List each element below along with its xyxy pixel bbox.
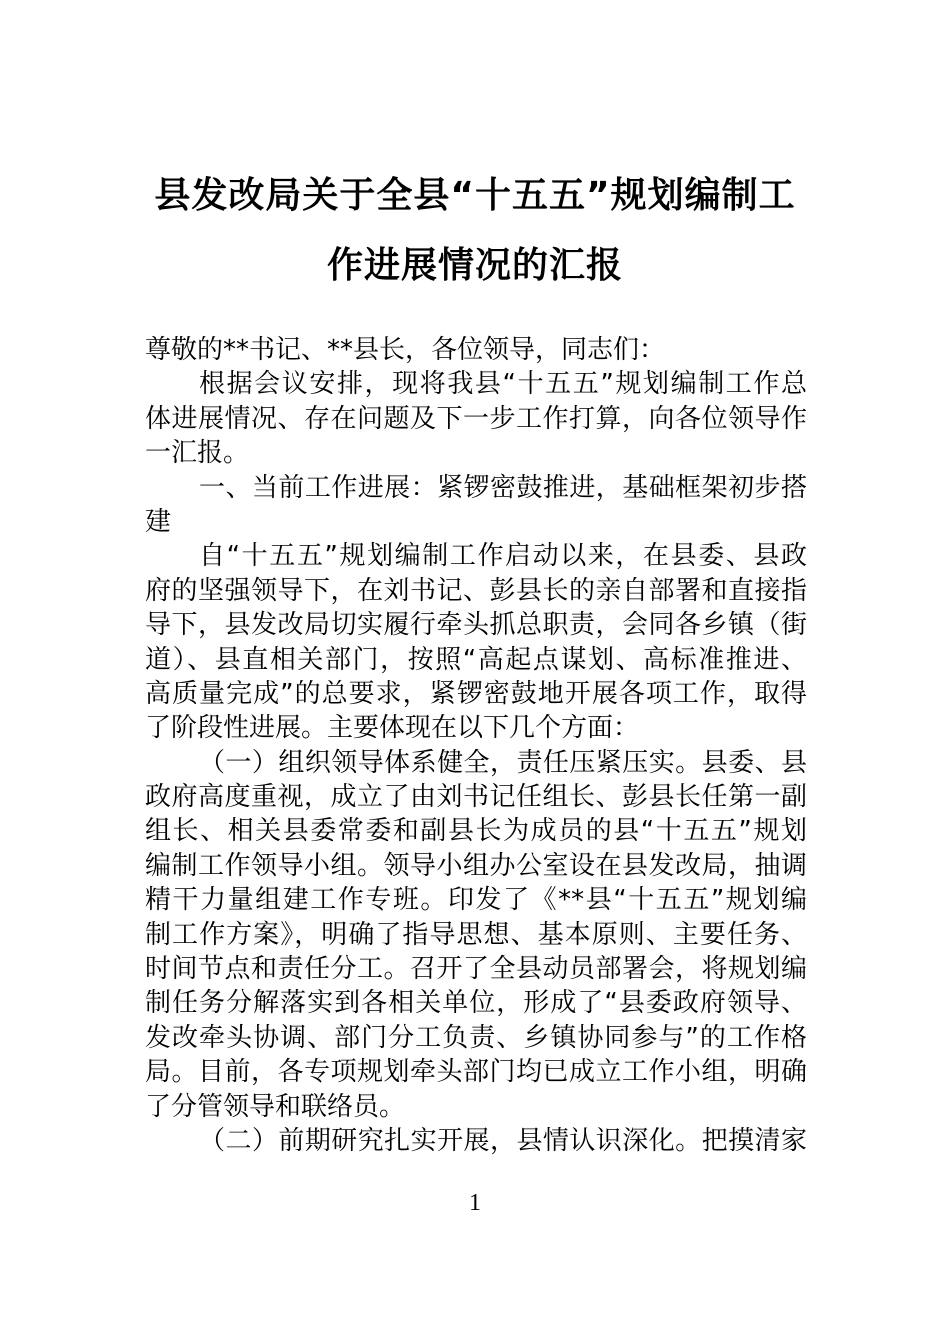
text-line: 精干力量组建工作专班。印发了《**县“十五五”规划编 xyxy=(145,885,807,916)
text-line: 高质量完成”的总要求，紧锣密鼓地开展各项工作，取得 xyxy=(145,678,807,709)
text-line: 编制工作领导小组。领导小组办公室设在县发改局，抽调 xyxy=(145,850,807,881)
paragraph xyxy=(145,333,807,367)
paragraph xyxy=(145,367,807,470)
text-line: 体进展情况、存在问题及下一步工作打算，向各位领导作 xyxy=(145,403,807,434)
text-line: 了阶段性进展。主要体现在以下几个方面： xyxy=(145,713,640,744)
text-line: 自“十五五”规划编制工作启动以来，在县委、县政 xyxy=(199,541,807,572)
text-line: 尊敬的**书记、**县长，各位领导，同志们： xyxy=(145,335,666,365)
text-line: 制工作方案》，明确了指导思想、基本原则、主要任务、 xyxy=(145,919,807,950)
title-line: 作进展情况的汇报 xyxy=(326,245,623,286)
text-line: （一）组织领导体系健全，责任压紧压实。县委、县 xyxy=(199,747,807,778)
paragraph xyxy=(145,539,807,745)
paragraph xyxy=(145,746,807,1124)
text-line: 制任务分解落实到各相关单位，形成了“县委政府领导、 xyxy=(145,988,807,1019)
paragraph xyxy=(145,1124,807,1158)
text-line: （二）前期研究扎实开展，县情认识深化。把摸清家 xyxy=(199,1125,807,1156)
text-line: 一、当前工作进展：紧锣密鼓推进，基础框架初步搭 xyxy=(199,472,807,503)
text-line: 府的坚强领导下，在刘书记、彭县长的亲自部署和直接指 xyxy=(145,575,807,606)
document-body xyxy=(145,333,807,1158)
page-number: 1 xyxy=(469,1190,481,1216)
text-line: 根据会议安排，现将我县“十五五”规划编制工作总 xyxy=(199,369,807,400)
text-line: 组长、相关县委常委和副县长为成员的县“十五五”规划 xyxy=(145,816,807,847)
paragraph xyxy=(145,471,807,540)
text-line: 发改牵头协调、部门分工负责、乡镇协同参与”的工作格 xyxy=(145,1022,807,1053)
text-line: 道）、县直相关部门，按照“高起点谋划、高标准推进、 xyxy=(145,644,807,675)
title-line: 县发改局关于全县“十五五”规划编制工 xyxy=(154,175,796,216)
text-line: 时间节点和责任分工。召开了全县动员部署会，将规划编 xyxy=(145,954,807,985)
text-line: 一汇报。 xyxy=(145,438,250,469)
document-title xyxy=(0,170,950,310)
text-line: 导下，县发改局切实履行牵头抓总职责，会同各乡镇（街 xyxy=(145,610,807,641)
text-line: 了分管领导和联络员。 xyxy=(145,1091,406,1122)
text-line: 建 xyxy=(145,506,172,537)
text-line: 局。目前，各专项规划牵头部门均已成立工作小组，明确 xyxy=(145,1057,807,1088)
text-line: 政府高度重视，成立了由刘书记任组长、彭县长任第一副 xyxy=(145,782,807,813)
